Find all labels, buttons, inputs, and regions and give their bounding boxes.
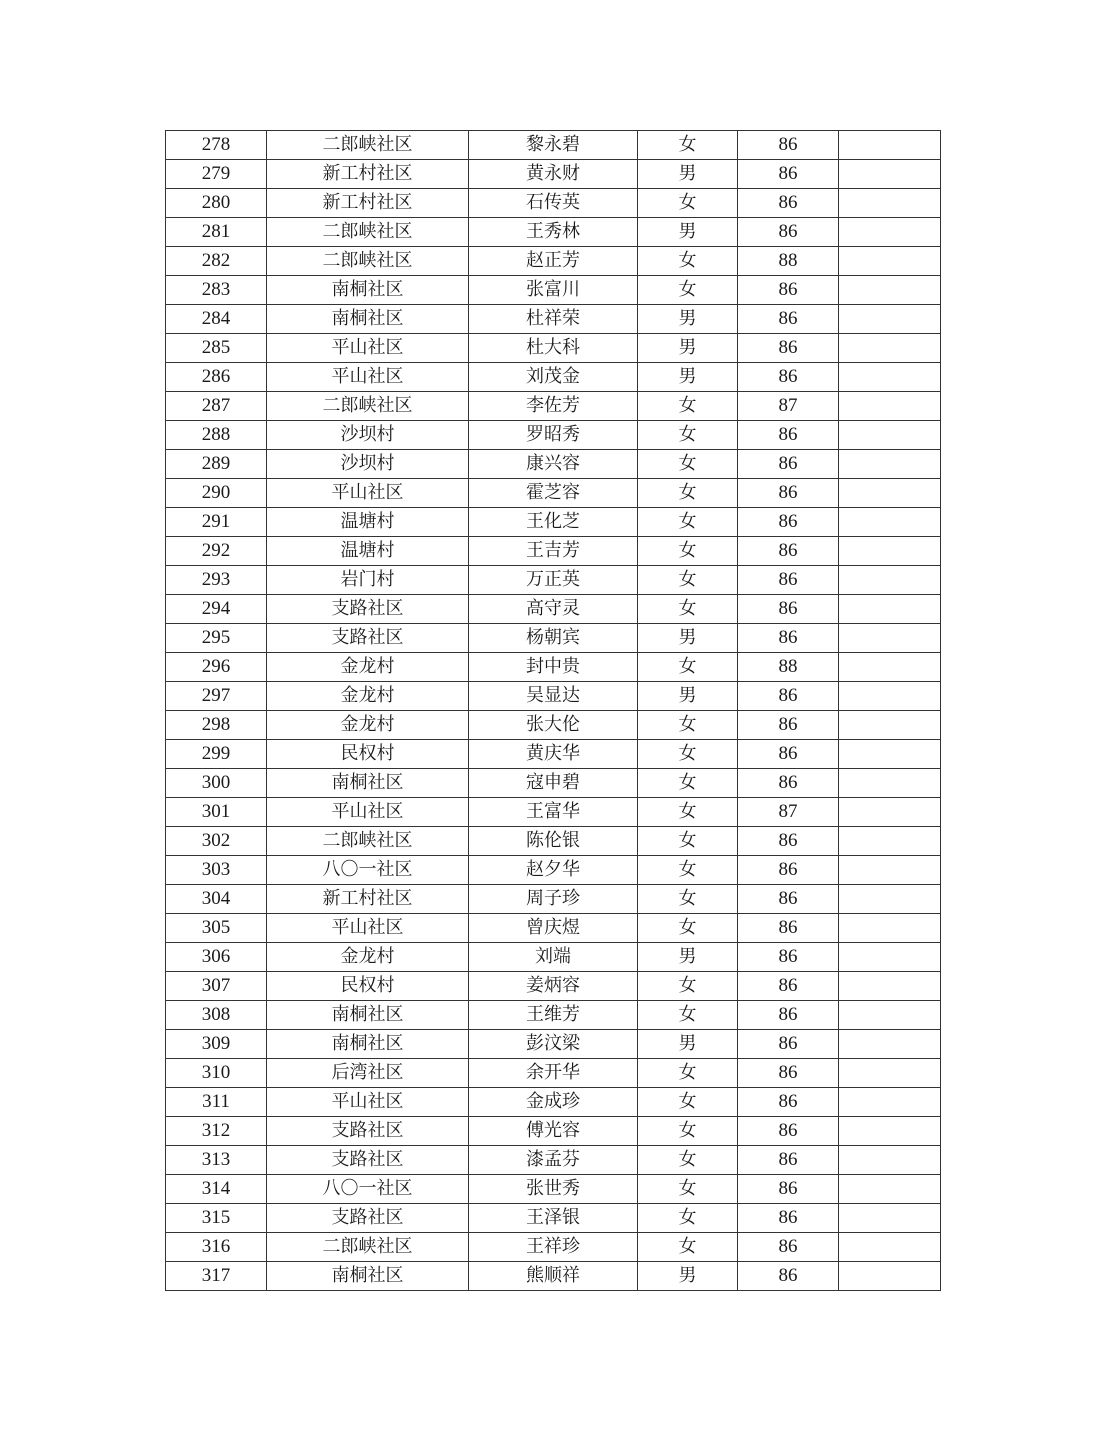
cell-serial-number: 299 <box>166 740 267 769</box>
cell-age: 86 <box>738 334 839 363</box>
cell-person-name: 黎永碧 <box>469 131 638 160</box>
cell-serial-number: 315 <box>166 1204 267 1233</box>
cell-person-name: 万正英 <box>469 566 638 595</box>
cell-person-name: 熊顺祥 <box>469 1262 638 1291</box>
cell-serial-number: 309 <box>166 1030 267 1059</box>
cell-community: 南桐社区 <box>267 276 469 305</box>
cell-age: 86 <box>738 827 839 856</box>
table-row <box>166 740 941 769</box>
cell-community: 南桐社区 <box>267 1262 469 1291</box>
cell-person-name: 封中贵 <box>469 653 638 682</box>
cell-age: 86 <box>738 305 839 334</box>
cell-gender: 男 <box>638 334 738 363</box>
cell-person-name: 黄永财 <box>469 160 638 189</box>
cell-serial-number: 285 <box>166 334 267 363</box>
table-row <box>166 914 941 943</box>
cell-age: 86 <box>738 160 839 189</box>
cell-person-name: 王泽银 <box>469 1204 638 1233</box>
cell-community: 新工村社区 <box>267 885 469 914</box>
cell-serial-number: 281 <box>166 218 267 247</box>
cell-gender: 女 <box>638 566 738 595</box>
cell-note <box>839 160 941 189</box>
cell-serial-number: 284 <box>166 305 267 334</box>
table-row <box>166 595 941 624</box>
cell-community: 后湾社区 <box>267 1059 469 1088</box>
cell-gender: 女 <box>638 769 738 798</box>
cell-note <box>839 1262 941 1291</box>
cell-person-name: 李佐芳 <box>469 392 638 421</box>
cell-serial-number: 297 <box>166 682 267 711</box>
cell-gender: 男 <box>638 363 738 392</box>
cell-person-name: 杜大科 <box>469 334 638 363</box>
cell-gender: 女 <box>638 1001 738 1030</box>
cell-note <box>839 682 941 711</box>
cell-community: 南桐社区 <box>267 1001 469 1030</box>
cell-person-name: 杨朝宾 <box>469 624 638 653</box>
cell-note <box>839 856 941 885</box>
cell-note <box>839 363 941 392</box>
cell-person-name: 傅光容 <box>469 1117 638 1146</box>
cell-age: 86 <box>738 682 839 711</box>
cell-gender: 女 <box>638 856 738 885</box>
cell-serial-number: 286 <box>166 363 267 392</box>
cell-community: 八〇一社区 <box>267 1175 469 1204</box>
cell-age: 86 <box>738 740 839 769</box>
cell-gender: 女 <box>638 1233 738 1262</box>
cell-community: 金龙村 <box>267 711 469 740</box>
cell-person-name: 王富华 <box>469 798 638 827</box>
cell-gender: 女 <box>638 711 738 740</box>
cell-gender: 女 <box>638 392 738 421</box>
table-row <box>166 769 941 798</box>
cell-serial-number: 296 <box>166 653 267 682</box>
cell-age: 87 <box>738 798 839 827</box>
cell-serial-number: 295 <box>166 624 267 653</box>
cell-serial-number: 316 <box>166 1233 267 1262</box>
cell-age: 86 <box>738 189 839 218</box>
cell-community: 二郎峡社区 <box>267 392 469 421</box>
cell-person-name: 曾庆煜 <box>469 914 638 943</box>
roster-table-body <box>166 131 941 1291</box>
cell-person-name: 赵夕华 <box>469 856 638 885</box>
cell-serial-number: 278 <box>166 131 267 160</box>
cell-person-name: 黄庆华 <box>469 740 638 769</box>
cell-community: 支路社区 <box>267 1204 469 1233</box>
cell-serial-number: 308 <box>166 1001 267 1030</box>
cell-community: 温塘村 <box>267 508 469 537</box>
cell-community: 二郎峡社区 <box>267 247 469 276</box>
cell-age: 86 <box>738 972 839 1001</box>
cell-gender: 女 <box>638 421 738 450</box>
cell-person-name: 康兴容 <box>469 450 638 479</box>
cell-serial-number: 300 <box>166 769 267 798</box>
table-row <box>166 160 941 189</box>
cell-serial-number: 310 <box>166 1059 267 1088</box>
table-row <box>166 972 941 1001</box>
cell-gender: 女 <box>638 508 738 537</box>
cell-person-name: 杜祥荣 <box>469 305 638 334</box>
table-row <box>166 943 941 972</box>
table-row <box>166 1030 941 1059</box>
cell-person-name: 张富川 <box>469 276 638 305</box>
cell-note <box>839 392 941 421</box>
cell-note <box>839 1175 941 1204</box>
cell-age: 86 <box>738 1262 839 1291</box>
cell-age: 86 <box>738 885 839 914</box>
cell-serial-number: 301 <box>166 798 267 827</box>
table-row <box>166 450 941 479</box>
cell-person-name: 漆孟芬 <box>469 1146 638 1175</box>
cell-gender: 男 <box>638 682 738 711</box>
table-row <box>166 885 941 914</box>
cell-serial-number: 282 <box>166 247 267 276</box>
table-row <box>166 189 941 218</box>
table-row <box>166 1146 941 1175</box>
cell-person-name: 吴显达 <box>469 682 638 711</box>
cell-community: 八〇一社区 <box>267 856 469 885</box>
cell-community: 岩门村 <box>267 566 469 595</box>
cell-person-name: 霍芝容 <box>469 479 638 508</box>
cell-serial-number: 283 <box>166 276 267 305</box>
cell-person-name: 王秀林 <box>469 218 638 247</box>
cell-person-name: 高守灵 <box>469 595 638 624</box>
cell-note <box>839 914 941 943</box>
table-row <box>166 1117 941 1146</box>
cell-gender: 女 <box>638 595 738 624</box>
cell-person-name: 陈伦银 <box>469 827 638 856</box>
cell-serial-number: 280 <box>166 189 267 218</box>
cell-community: 金龙村 <box>267 682 469 711</box>
cell-gender: 女 <box>638 972 738 1001</box>
cell-serial-number: 317 <box>166 1262 267 1291</box>
cell-community: 支路社区 <box>267 624 469 653</box>
cell-age: 86 <box>738 1117 839 1146</box>
table-row <box>166 363 941 392</box>
cell-serial-number: 289 <box>166 450 267 479</box>
cell-gender: 女 <box>638 740 738 769</box>
cell-person-name: 张大伦 <box>469 711 638 740</box>
cell-serial-number: 291 <box>166 508 267 537</box>
cell-note <box>839 943 941 972</box>
cell-community: 金龙村 <box>267 653 469 682</box>
cell-note <box>839 653 941 682</box>
cell-community: 沙坝村 <box>267 421 469 450</box>
table-row <box>166 131 941 160</box>
cell-community: 新工村社区 <box>267 160 469 189</box>
cell-note <box>839 305 941 334</box>
cell-age: 86 <box>738 276 839 305</box>
cell-age: 86 <box>738 508 839 537</box>
cell-note <box>839 247 941 276</box>
cell-serial-number: 311 <box>166 1088 267 1117</box>
table-row <box>166 421 941 450</box>
table-row <box>166 682 941 711</box>
cell-age: 88 <box>738 653 839 682</box>
cell-person-name: 罗昭秀 <box>469 421 638 450</box>
cell-gender: 男 <box>638 624 738 653</box>
table-row <box>166 798 941 827</box>
cell-person-name: 姜炳容 <box>469 972 638 1001</box>
cell-gender: 男 <box>638 305 738 334</box>
cell-community: 南桐社区 <box>267 305 469 334</box>
cell-gender: 女 <box>638 885 738 914</box>
cell-gender: 女 <box>638 247 738 276</box>
cell-age: 86 <box>738 450 839 479</box>
cell-note <box>839 798 941 827</box>
cell-age: 86 <box>738 595 839 624</box>
cell-note <box>839 1001 941 1030</box>
cell-gender: 女 <box>638 653 738 682</box>
cell-community: 南桐社区 <box>267 1030 469 1059</box>
cell-age: 86 <box>738 624 839 653</box>
cell-age: 86 <box>738 711 839 740</box>
cell-person-name: 王化芝 <box>469 508 638 537</box>
cell-note <box>839 189 941 218</box>
cell-age: 86 <box>738 1233 839 1262</box>
cell-serial-number: 305 <box>166 914 267 943</box>
cell-person-name: 刘茂金 <box>469 363 638 392</box>
cell-gender: 女 <box>638 537 738 566</box>
cell-community: 平山社区 <box>267 334 469 363</box>
cell-person-name: 周子珍 <box>469 885 638 914</box>
cell-serial-number: 279 <box>166 160 267 189</box>
cell-person-name: 张世秀 <box>469 1175 638 1204</box>
cell-community: 支路社区 <box>267 1117 469 1146</box>
cell-age: 86 <box>738 1030 839 1059</box>
table-row <box>166 711 941 740</box>
cell-person-name: 王吉芳 <box>469 537 638 566</box>
cell-gender: 女 <box>638 1117 738 1146</box>
cell-community: 平山社区 <box>267 1088 469 1117</box>
cell-note <box>839 1146 941 1175</box>
table-row <box>166 1059 941 1088</box>
cell-note <box>839 1088 941 1117</box>
table-row <box>166 479 941 508</box>
cell-note <box>839 827 941 856</box>
cell-gender: 女 <box>638 914 738 943</box>
cell-serial-number: 304 <box>166 885 267 914</box>
cell-gender: 女 <box>638 1059 738 1088</box>
table-row <box>166 392 941 421</box>
table-row <box>166 1262 941 1291</box>
cell-serial-number: 302 <box>166 827 267 856</box>
cell-serial-number: 314 <box>166 1175 267 1204</box>
cell-gender: 女 <box>638 131 738 160</box>
cell-community: 金龙村 <box>267 943 469 972</box>
cell-age: 86 <box>738 1204 839 1233</box>
table-row <box>166 827 941 856</box>
table-row <box>166 247 941 276</box>
cell-note <box>839 972 941 1001</box>
cell-person-name: 石传英 <box>469 189 638 218</box>
cell-note <box>839 218 941 247</box>
cell-note <box>839 740 941 769</box>
cell-community: 二郎峡社区 <box>267 131 469 160</box>
cell-community: 平山社区 <box>267 363 469 392</box>
cell-age: 86 <box>738 914 839 943</box>
cell-gender: 女 <box>638 1088 738 1117</box>
cell-note <box>839 624 941 653</box>
cell-serial-number: 303 <box>166 856 267 885</box>
cell-note <box>839 1204 941 1233</box>
cell-serial-number: 313 <box>166 1146 267 1175</box>
cell-serial-number: 294 <box>166 595 267 624</box>
table-row <box>166 508 941 537</box>
cell-serial-number: 307 <box>166 972 267 1001</box>
cell-note <box>839 769 941 798</box>
cell-community: 沙坝村 <box>267 450 469 479</box>
cell-gender: 女 <box>638 276 738 305</box>
cell-community: 二郎峡社区 <box>267 1233 469 1262</box>
cell-note <box>839 334 941 363</box>
cell-community: 南桐社区 <box>267 769 469 798</box>
cell-note <box>839 450 941 479</box>
cell-serial-number: 287 <box>166 392 267 421</box>
cell-note <box>839 711 941 740</box>
table-row <box>166 1175 941 1204</box>
cell-community: 支路社区 <box>267 1146 469 1175</box>
cell-gender: 男 <box>638 1030 738 1059</box>
cell-age: 86 <box>738 1059 839 1088</box>
cell-note <box>839 885 941 914</box>
cell-note <box>839 537 941 566</box>
cell-gender: 男 <box>638 943 738 972</box>
cell-gender: 女 <box>638 1175 738 1204</box>
cell-age: 86 <box>738 943 839 972</box>
table-row <box>166 856 941 885</box>
cell-gender: 女 <box>638 479 738 508</box>
table-row <box>166 1204 941 1233</box>
table-row <box>166 334 941 363</box>
cell-note <box>839 1233 941 1262</box>
cell-community: 温塘村 <box>267 537 469 566</box>
cell-community: 新工村社区 <box>267 189 469 218</box>
cell-age: 86 <box>738 1146 839 1175</box>
table-row <box>166 1001 941 1030</box>
cell-serial-number: 292 <box>166 537 267 566</box>
table-row <box>166 1233 941 1262</box>
cell-note <box>839 566 941 595</box>
cell-note <box>839 595 941 624</box>
table-row <box>166 218 941 247</box>
roster-table <box>165 130 941 1291</box>
table-row <box>166 566 941 595</box>
cell-note <box>839 479 941 508</box>
cell-age: 88 <box>738 247 839 276</box>
cell-community: 民权村 <box>267 740 469 769</box>
cell-age: 86 <box>738 1088 839 1117</box>
cell-age: 87 <box>738 392 839 421</box>
cell-gender: 女 <box>638 1146 738 1175</box>
cell-age: 86 <box>738 1001 839 1030</box>
cell-age: 86 <box>738 479 839 508</box>
cell-person-name: 赵正芳 <box>469 247 638 276</box>
cell-serial-number: 288 <box>166 421 267 450</box>
cell-community: 二郎峡社区 <box>267 827 469 856</box>
cell-community: 二郎峡社区 <box>267 218 469 247</box>
cell-age: 86 <box>738 566 839 595</box>
cell-person-name: 金成珍 <box>469 1088 638 1117</box>
cell-community: 民权村 <box>267 972 469 1001</box>
cell-age: 86 <box>738 218 839 247</box>
cell-age: 86 <box>738 421 839 450</box>
cell-community: 平山社区 <box>267 479 469 508</box>
cell-gender: 女 <box>638 450 738 479</box>
cell-community: 平山社区 <box>267 798 469 827</box>
cell-person-name: 余开华 <box>469 1059 638 1088</box>
cell-gender: 女 <box>638 827 738 856</box>
cell-note <box>839 1059 941 1088</box>
cell-serial-number: 312 <box>166 1117 267 1146</box>
cell-note <box>839 1030 941 1059</box>
table-row <box>166 537 941 566</box>
table-row <box>166 653 941 682</box>
cell-community: 平山社区 <box>267 914 469 943</box>
cell-gender: 女 <box>638 798 738 827</box>
cell-age: 86 <box>738 769 839 798</box>
cell-person-name: 王维芳 <box>469 1001 638 1030</box>
cell-serial-number: 290 <box>166 479 267 508</box>
cell-serial-number: 293 <box>166 566 267 595</box>
cell-person-name: 王祥珍 <box>469 1233 638 1262</box>
cell-age: 86 <box>738 537 839 566</box>
cell-note <box>839 1117 941 1146</box>
cell-age: 86 <box>738 363 839 392</box>
table-row <box>166 276 941 305</box>
cell-age: 86 <box>738 1175 839 1204</box>
cell-note <box>839 508 941 537</box>
cell-gender: 男 <box>638 1262 738 1291</box>
cell-age: 86 <box>738 131 839 160</box>
cell-gender: 男 <box>638 218 738 247</box>
cell-note <box>839 276 941 305</box>
cell-age: 86 <box>738 856 839 885</box>
cell-serial-number: 298 <box>166 711 267 740</box>
table-row <box>166 624 941 653</box>
table-row <box>166 1088 941 1117</box>
cell-person-name: 彭汶梁 <box>469 1030 638 1059</box>
cell-note <box>839 421 941 450</box>
cell-gender: 女 <box>638 1204 738 1233</box>
cell-person-name: 刘端 <box>469 943 638 972</box>
cell-gender: 女 <box>638 189 738 218</box>
cell-gender: 男 <box>638 160 738 189</box>
cell-note <box>839 131 941 160</box>
cell-community: 支路社区 <box>267 595 469 624</box>
table-row <box>166 305 941 334</box>
cell-person-name: 寇申碧 <box>469 769 638 798</box>
cell-serial-number: 306 <box>166 943 267 972</box>
